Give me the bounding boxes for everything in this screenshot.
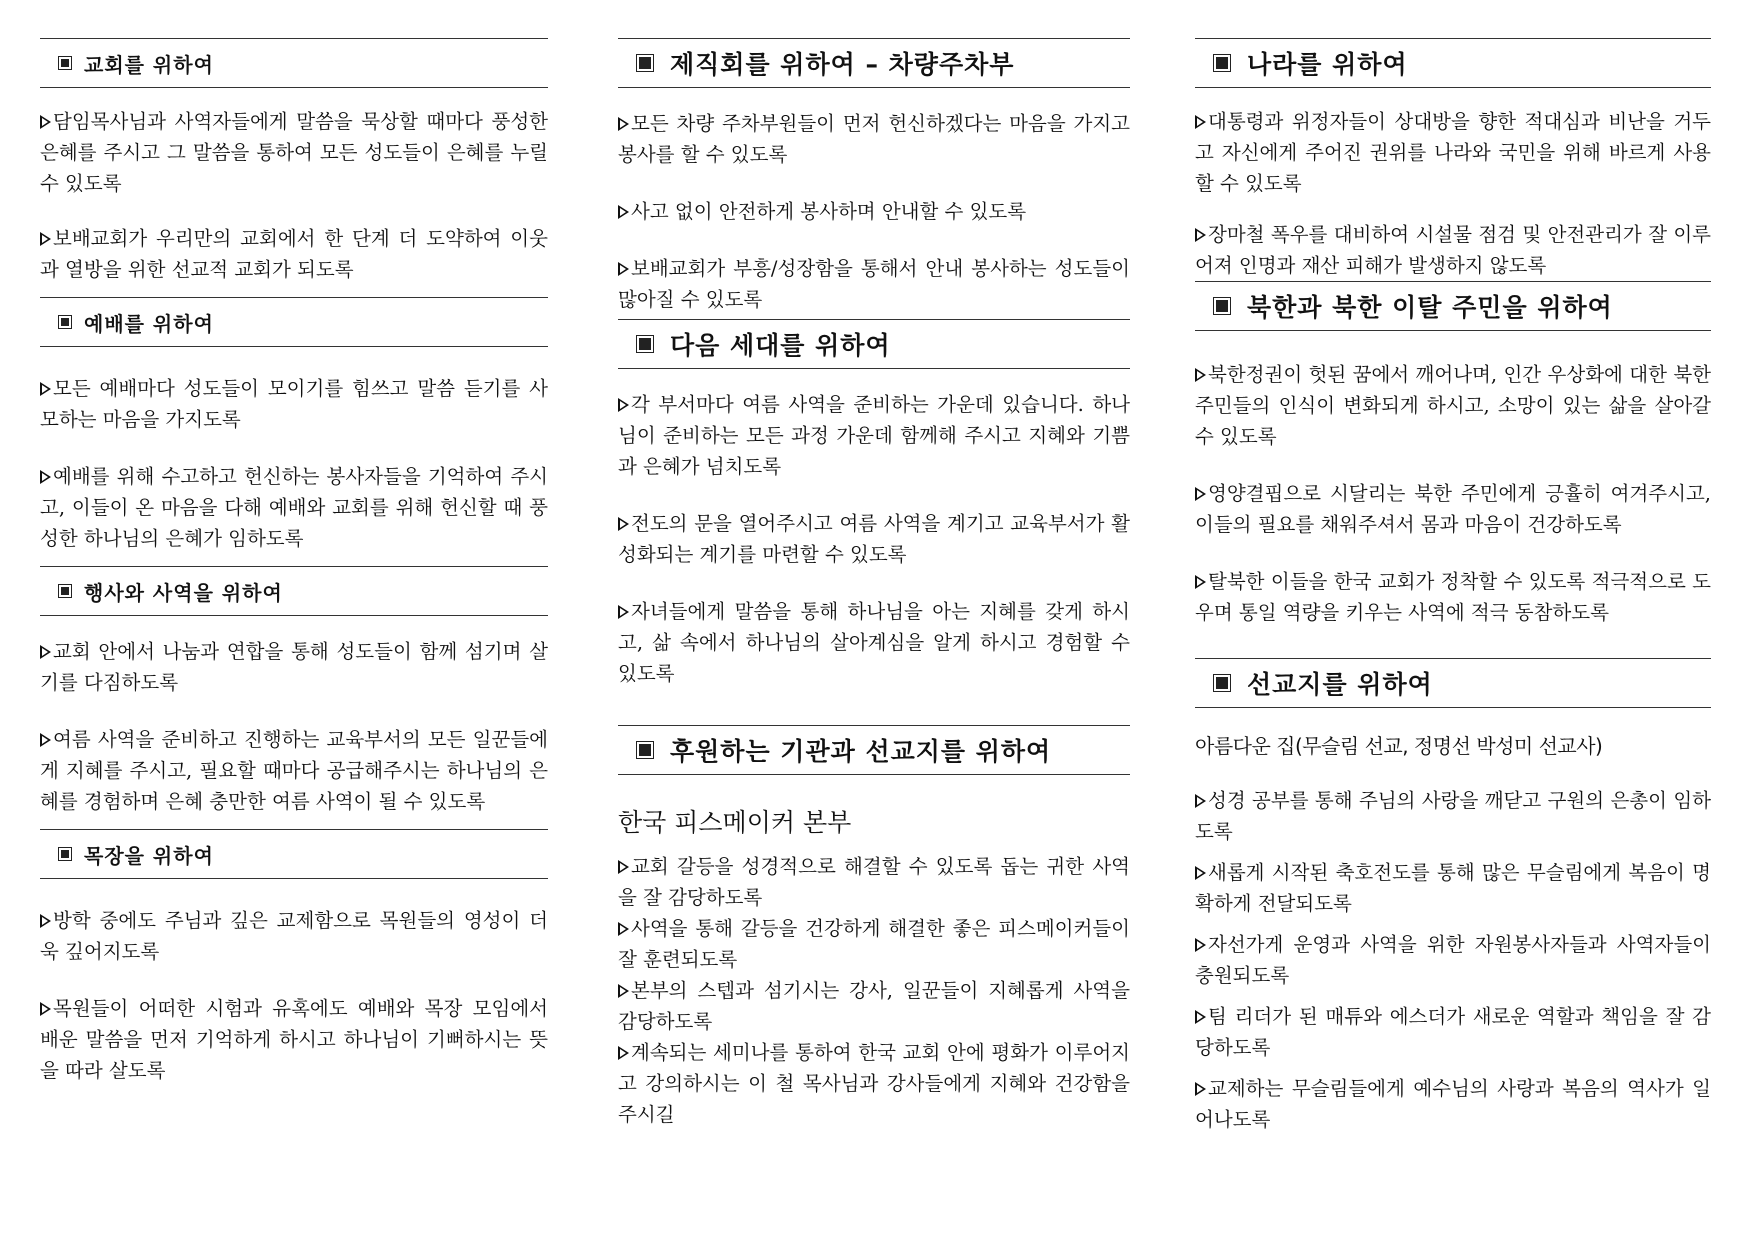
section-header-worship	[40, 297, 548, 347]
triangle-bullet-icon	[40, 645, 51, 659]
square-bullet-icon	[1213, 297, 1231, 315]
prayer-item: 장마철 폭우를 대비하여 시설물 점검 및 안전관리가 잘 이루어져 인명과 재산 피해가 발생하지 않도록	[1195, 223, 1711, 277]
triangle-bullet-icon	[618, 517, 629, 531]
prayer-item: 각 부서마다 여름 사역을 준비하는 가운데 있습니다. 하나님이 준비하는 모든 과정 가운데 함께해 주시고 지혜와 기쁨과 은혜가 넘치도록	[618, 393, 1130, 478]
triangle-bullet-icon	[40, 1002, 51, 1016]
prayer-item: 전도의 문을 열어주시고 여름 사역을 계기고 교육부서가 활성화되는 계기를 마련할 수 있도록	[618, 512, 1130, 566]
prayer-item: 보배교회가 부흥/성장함을 통해서 안내 봉사하는 성도들이 많아질 수 있도록	[618, 257, 1130, 311]
section-header-deacons	[618, 38, 1130, 88]
square-bullet-icon	[1213, 54, 1231, 72]
square-bullet-icon	[636, 741, 654, 759]
prayer-item: 예배를 위해 수고하고 헌신하는 봉사자들을 기억하여 주시고, 이들이 온 마음을 다해 예배와 교회를 위해 헌신할 때 풍성한 하나님의 은혜가 임하도록	[40, 465, 548, 550]
square-bullet-icon	[58, 315, 72, 329]
prayer-item: 성경 공부를 통해 주님의 사랑을 깨닫고 구원의 은총이 임하도록	[1195, 789, 1711, 843]
square-bullet-icon	[636, 54, 654, 72]
section-title: 다음 세대를 위하여	[670, 331, 891, 360]
prayer-item: 새롭게 시작된 축호전도를 통해 많은 무슬림에게 복음이 명확하게 전달되도록	[1195, 861, 1711, 915]
triangle-bullet-icon	[1195, 1010, 1206, 1024]
triangle-bullet-icon	[618, 605, 629, 619]
triangle-bullet-icon	[618, 117, 629, 131]
prayer-item: 탈북한 이들을 한국 교회가 정착할 수 있도록 적극적으로 도우며 통일 역량을 키우는 사역에 적극 동참하도록	[1195, 570, 1711, 624]
section-title: 북한과 북한 이탈 주민을 위하여	[1247, 293, 1613, 322]
prayer-item: 대통령과 위정자들이 상대방을 향한 적대심과 비난을 거두고 자신에게 주어진 권위를 나라와 국민을 위해 바르게 사용할 수 있도록	[1195, 110, 1711, 195]
prayer-item: 교회 안에서 나눔과 연합을 통해 성도들이 함께 섬기며 살기를 다짐하도록	[40, 640, 548, 694]
triangle-bullet-icon	[618, 262, 629, 276]
triangle-bullet-icon	[618, 922, 629, 936]
triangle-bullet-icon	[40, 115, 51, 129]
section-header-supported-orgs	[618, 725, 1130, 775]
section-header-events	[40, 566, 548, 616]
prayer-item: 여름 사역을 준비하고 진행하는 교육부서의 모든 일꾼들에게 지혜를 주시고, 필요할 때마다 공급해주시는 하나님의 은혜를 경험하며 은혜 충만한 여름 사역이 될 수 있도록	[40, 728, 548, 813]
section-title: 나라를 위하여	[1247, 50, 1408, 79]
prayer-item: 목원들이 어떠한 시험과 유혹에도 예배와 목장 모임에서 배운 말씀을 먼저 기억하게 하시고 하나님이 기뻐하시는 뜻을 따라 살도록	[40, 997, 548, 1082]
triangle-bullet-icon	[618, 398, 629, 412]
column-3	[1195, 38, 1711, 1135]
prayer-item: 사고 없이 안전하게 봉사하며 안내할 수 있도록	[618, 196, 1130, 227]
triangle-bullet-icon	[1195, 115, 1206, 129]
section-title: 제직회를 위하여 – 차량주차부	[670, 50, 1015, 79]
section-title: 교회를 위하여	[84, 52, 214, 77]
section-title: 목장을 위하여	[84, 843, 214, 868]
prayer-item: 교회 갈등을 성경적으로 해결할 수 있도록 돕는 귀한 사역을 잘 감당하도록	[618, 855, 1130, 909]
prayer-item: 계속되는 세미나를 통하여 한국 교회 안에 평화가 이루어지고 강의하시는 이 철 목사님과 강사들에게 지혜와 건강함을 주시길	[618, 1041, 1130, 1126]
triangle-bullet-icon	[1195, 575, 1206, 589]
section-header-cell-group	[40, 829, 548, 879]
square-bullet-icon	[58, 847, 72, 861]
triangle-bullet-icon	[618, 860, 629, 874]
section-title: 행사와 사역을 위하여	[84, 580, 283, 605]
triangle-bullet-icon	[1195, 487, 1206, 501]
section-header-nation	[1195, 38, 1711, 88]
triangle-bullet-icon	[1195, 866, 1206, 880]
triangle-bullet-icon	[618, 1046, 629, 1060]
column-2	[618, 38, 1130, 1130]
prayer-item: 방학 중에도 주님과 깊은 교제함으로 목원들의 영성이 더욱 깊어지도록	[40, 909, 548, 963]
triangle-bullet-icon	[40, 733, 51, 747]
section-title: 후원하는 기관과 선교지를 위하여	[670, 737, 1052, 766]
triangle-bullet-icon	[1195, 1082, 1206, 1096]
triangle-bullet-icon	[1195, 938, 1206, 952]
section-header-north-korea	[1195, 281, 1711, 331]
triangle-bullet-icon	[618, 205, 629, 219]
square-bullet-icon	[1213, 674, 1231, 692]
triangle-bullet-icon	[1195, 368, 1206, 382]
section-title: 선교지를 위하여	[1247, 670, 1433, 699]
organization-name: 한국 피스메이커 본부	[618, 808, 852, 837]
triangle-bullet-icon	[40, 914, 51, 928]
triangle-bullet-icon	[618, 984, 629, 998]
prayer-item: 모든 차량 주차부원들이 먼저 헌신하겠다는 마음을 가지고 봉사를 할 수 있도록	[618, 112, 1130, 166]
section-header-next-generation	[618, 319, 1130, 369]
prayer-item: 보배교회가 우리만의 교회에서 한 단계 더 도약하여 이웃과 열방을 위한 선교적 교회가 되도록	[40, 227, 548, 281]
triangle-bullet-icon	[1195, 794, 1206, 808]
prayer-item: 본부의 스텝과 섬기시는 강사, 일꾼들이 지혜롭게 사역을 감당하도록	[618, 979, 1130, 1033]
square-bullet-icon	[636, 335, 654, 353]
prayer-item: 팀 리더가 된 매튜와 에스더가 새로운 역할과 책임을 잘 감당하도록	[1195, 1005, 1711, 1059]
prayer-item: 모든 예배마다 성도들이 모이기를 힘쓰고 말씀 듣기를 사모하는 마음을 가지도록	[40, 377, 548, 431]
section-header-church	[40, 38, 548, 88]
triangle-bullet-icon	[40, 232, 51, 246]
square-bullet-icon	[58, 56, 72, 70]
prayer-item: 영양결핍으로 시달리는 북한 주민에게 긍휼히 여겨주시고, 이들의 필요를 채워주셔서 몸과 마음이 건강하도록	[1195, 482, 1711, 536]
mission-name: 아름다운 집(무슬림 선교, 정명선 박성미 선교사)	[1195, 734, 1603, 758]
prayer-item: 교제하는 무슬림들에게 예수님의 사랑과 복음의 역사가 일어나도록	[1195, 1077, 1711, 1131]
section-title: 예배를 위하여	[84, 311, 214, 336]
prayer-item: 담임목사님과 사역자들에게 말씀을 묵상할 때마다 풍성한 은혜를 주시고 그 말씀을 통하여 모든 성도들이 은혜를 누릴 수 있도록	[40, 110, 548, 195]
triangle-bullet-icon	[40, 470, 51, 484]
prayer-item: 자선가게 운영과 사역을 위한 자원봉사자들과 사역자들이 충원되도록	[1195, 933, 1711, 987]
prayer-item: 북한정권이 헛된 꿈에서 깨어나며, 인간 우상화에 대한 북한 주민들의 인식이 변화되게 하시고, 소망이 있는 삶을 살아갈 수 있도록	[1195, 363, 1711, 448]
prayer-item: 사역을 통해 갈등을 건강하게 해결한 좋은 피스메이커들이 잘 훈련되도록	[618, 917, 1130, 971]
square-bullet-icon	[58, 584, 72, 598]
section-header-mission-field	[1195, 658, 1711, 708]
prayer-item: 자녀들에게 말씀을 통해 하나님을 아는 지혜를 갖게 하시고, 삶 속에서 하나님의 살아계심을 알게 하시고 경험할 수 있도록	[618, 600, 1130, 685]
triangle-bullet-icon	[1195, 228, 1206, 242]
triangle-bullet-icon	[40, 382, 51, 396]
column-1	[40, 38, 548, 1086]
